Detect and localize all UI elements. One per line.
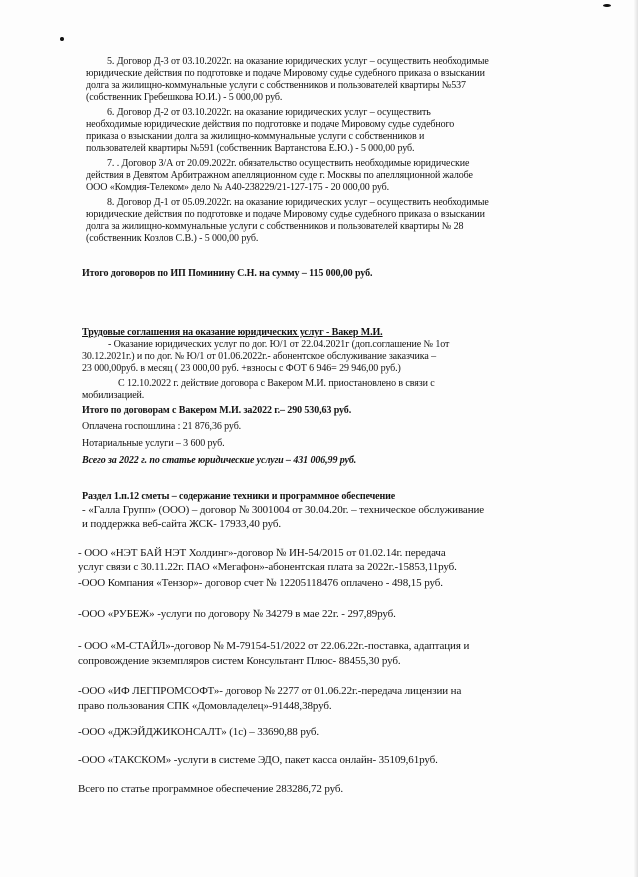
legpromsoft-line-1: -ООО «ИФ ЛЕГПРОМСОФТ»- договор № 2277 от 01.06.22г.-передача лицензии на: [78, 685, 462, 697]
labor-desc-line-2: 30.12.2021г.) и по дог. № Ю/1 от 01.06.2022г.- абонентское обслуживание заказчика –: [82, 351, 437, 362]
contract-8-line-1: 8. Договор Д-1 от 05.09.2022г. на оказание юридических услуг – осуществить необходимые: [107, 197, 489, 208]
contract-5-line-4: (собственник Гребешкова Ю.И.) - 5 000,00 руб.: [86, 92, 283, 103]
galla-group-line-2: и поддержка веб-сайта ЖСК- 17933,40 руб.: [82, 518, 282, 530]
software-article-total: Всего по статье программное обеспечение 283286,72 руб.: [78, 783, 344, 795]
labor-section-title: Трудовые соглашения на оказание юридических услуг - Вакер М.И.: [82, 327, 383, 338]
contract-8-line-3: долга за жилищно-коммунальные услуги с собственников и пользователей квартиры № 28: [86, 221, 464, 232]
djeydjiconsult-line: -ООО «ДЖЭЙДЖИКОНСАЛТ» (1с) – 33690,88 руб.: [78, 726, 320, 738]
m-style-line-2: сопровождение экземпляров систем Консультант Плюс- 88455,30 руб.: [78, 655, 401, 667]
contract-7-line-2: действия в Девятом Арбитражном апелляционном суде г. Москвы по апелляционной жалобе: [86, 170, 473, 181]
contract-8-line-2: юридические действия по подготовке и подаче Мировому судье судебного приказа о взыскании: [86, 209, 485, 220]
contract-8-line-4: (собственник Козлов С.В.) - 5 000,00 руб.: [86, 233, 259, 244]
labor-desc-line-5: мобилизацией.: [82, 390, 145, 401]
contract-6-line-3: приказа о взыскании долга за жилищно-коммунальные услуги с собственников и: [86, 131, 425, 142]
state-fee-paid: Оплачена госпошлина : 21 876,36 руб.: [82, 421, 242, 432]
megafon-line: услуг связи с 30.11.22г. ПАО «Мегафон»-абонентская плата за 2022г.-15853,11руб.: [78, 561, 457, 573]
contract-5-line-2: юридические действия по подготовке и подаче Мировому судье судебного приказа о взыскании: [86, 68, 485, 79]
page-edge-shadow: [634, 0, 638, 877]
section-title: Раздел 1.п.12 сметы – содержание техники и программное обеспечение: [82, 491, 396, 502]
contract-6-line-4: пользователей квартиры №591 (собственник Вартанстова Е.Ю.) - 5 000,00 руб.: [86, 143, 415, 154]
legpromsoft-line-2: право пользования СПК «Домовладелец»-91448,38руб.: [78, 700, 332, 712]
taxcom-line: -ООО «ТАКСКОМ» -услуги в системе ЭДО, пакет касса онлайн- 35109,61руб.: [78, 754, 438, 766]
contract-6-line-2: необходимые юридические действия по подготовке и подаче Мировому судье судебного: [86, 119, 455, 130]
galla-group-line-1: - «Галла Групп» (ООО) – договор № 3001004 от 30.04.20г. – техническое обслуживание: [82, 504, 485, 516]
contract-6-line-1: 6. Договор Д-2 от 03.10.2022г. на оказание юридических услуг – осуществить: [107, 107, 431, 118]
notary-services: Нотариальные услуги – 3 600 руб.: [82, 438, 225, 449]
m-style-line-1: - ООО «М-СТАЙЛ»-договор № М-79154-51/2022 от 22.06.22г.-поставка, адаптация и: [78, 640, 470, 652]
labor-desc-line-3: 23 000,00руб. в месяц ( 23 000,00 руб. +взносы с ФОТ 6 946= 29 946,00 руб.): [82, 363, 401, 374]
legal-services-article-total: Всего за 2022 г. по статье юридические услуги – 431 006,99 руб.: [82, 455, 357, 466]
contract-5-line-1: 5. Договор Д-3 от 03.10.2022г. на оказание юридических услуг – осуществить необходимые: [107, 56, 489, 67]
rubezh-line: -ООО «РУБЕЖ» -услуги по договору № 34279 в мае 22г. - 297,89руб.: [78, 608, 396, 620]
contract-7-line-1: 7. . Договор З/А от 20.09.2022г. обязательство осуществить необходимые юридические: [107, 158, 470, 169]
netbynet-line-1: - ООО «НЭТ БАЙ НЭТ Холдинг»-договор № ИН-54/2015 от 01.02.14г. передача: [78, 547, 446, 559]
scan-speck: [60, 37, 64, 41]
contract-5-line-3: долга за жилищно-коммунальные услуги с собственников и пользователей квартиры №537: [86, 80, 466, 91]
labor-desc-line-1: - Оказание юридических услуг по дог. Ю/1 от 22.04.2021г (доп.соглашение № 1от: [108, 339, 450, 350]
scan-speck: [603, 4, 611, 7]
labor-total: Итого по договорам с Вакером М.И. за2022 г.– 290 530,63 руб.: [82, 405, 352, 416]
labor-desc-line-4: С 12.10.2022 г. действие договора с Вакером М.И. приостановлено в связи с: [118, 378, 435, 389]
contract-7-line-3: ООО «Комдия-Телеком» дело № А40-238229/21-127-175 - 20 000,00 руб.: [86, 182, 390, 193]
tensor-line: -ООО Компания «Тензор»- договор счет № 12205118476 оплачено - 498,15 руб.: [78, 577, 443, 589]
total-ip-contracts: Итого договоров по ИП Поминину С.Н. на сумму – 115 000,00 руб.: [82, 268, 373, 279]
